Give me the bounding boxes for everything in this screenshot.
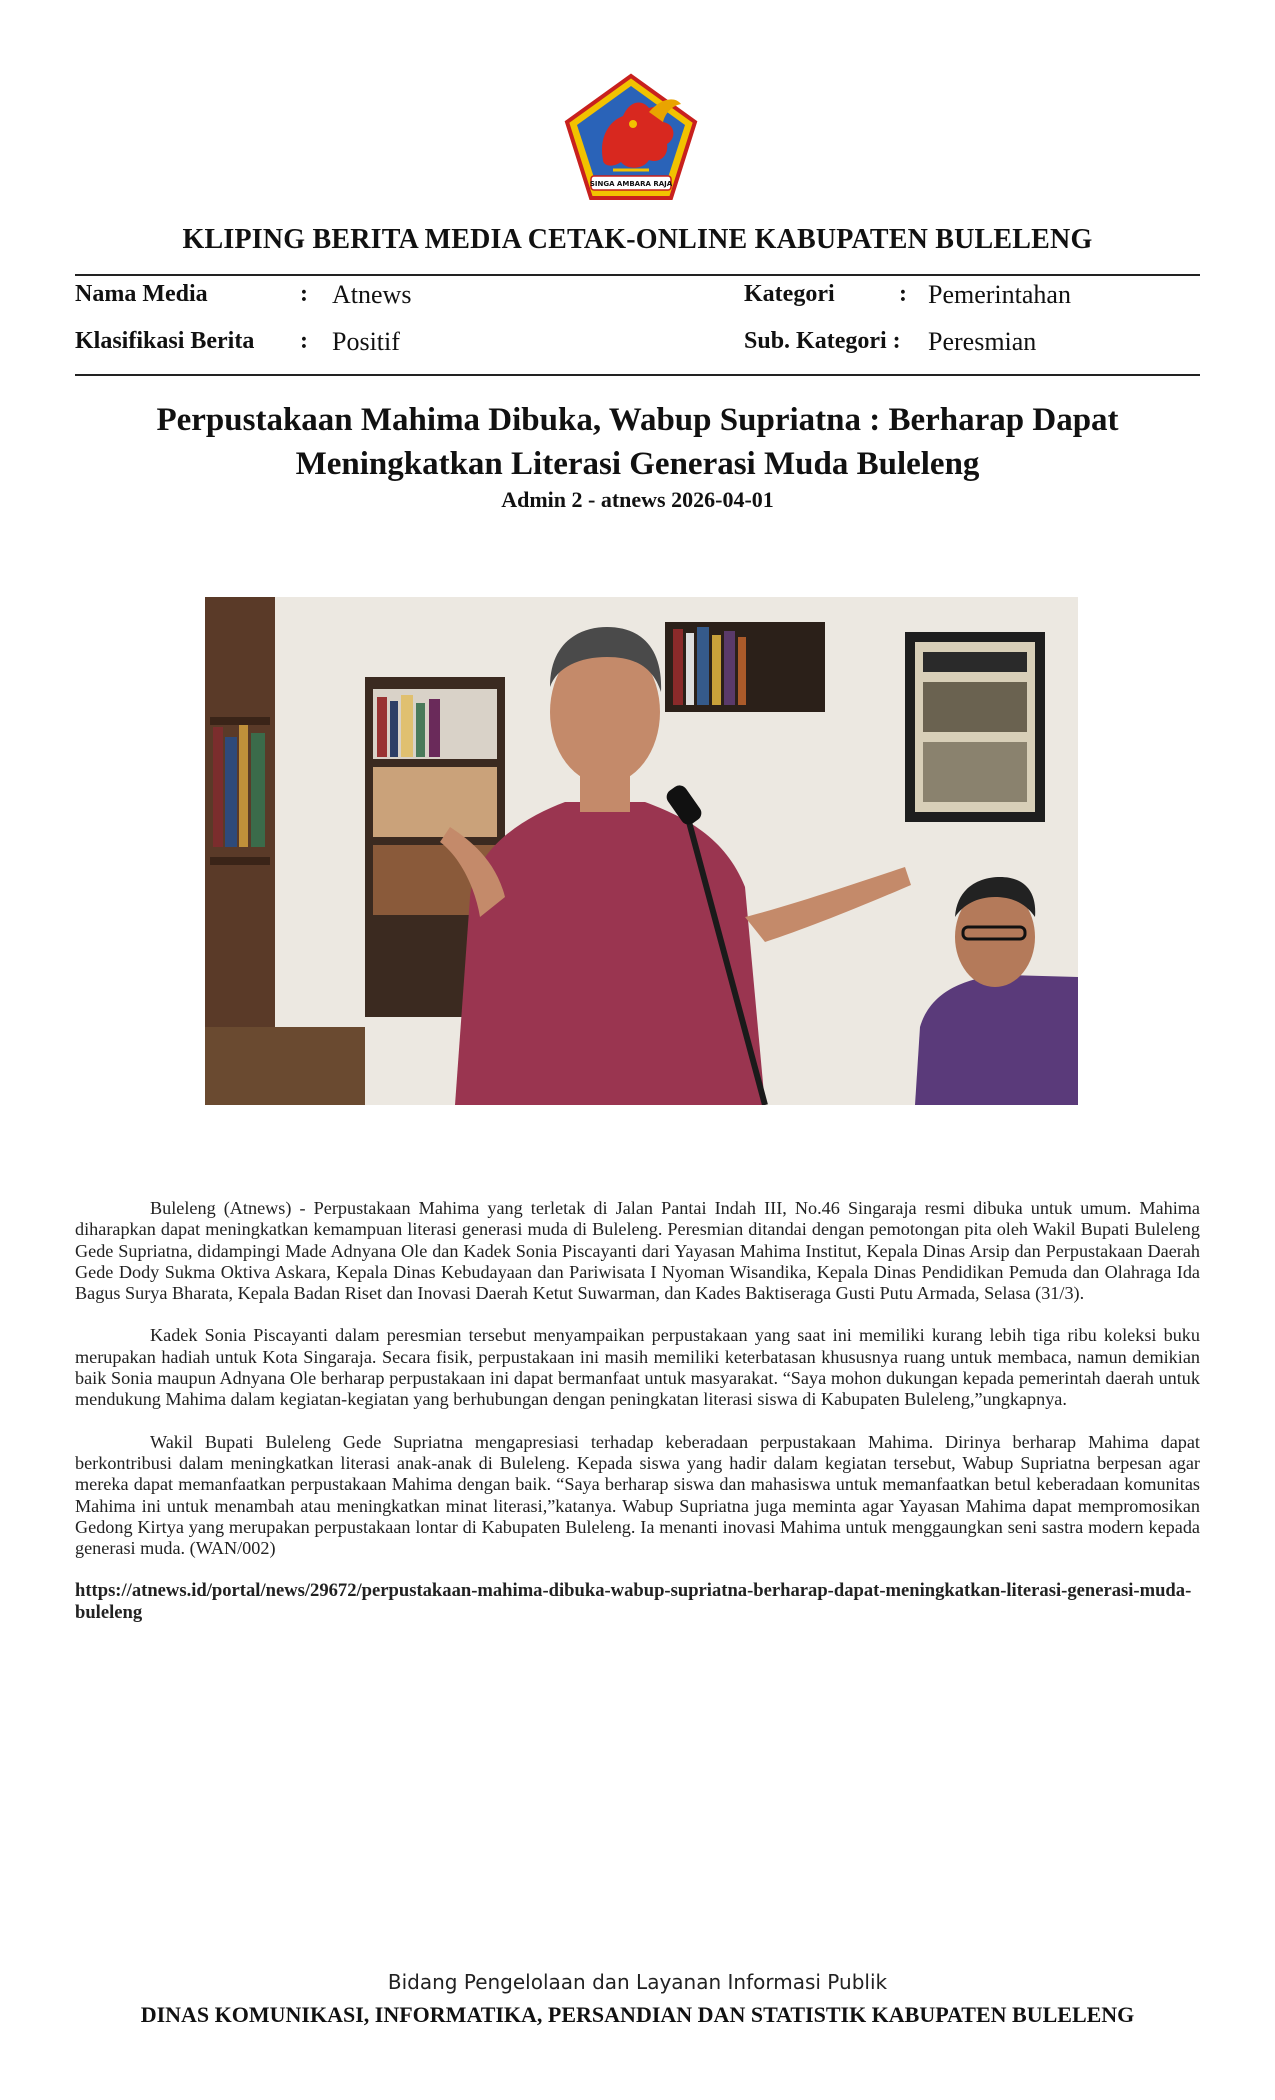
klasifikasi-label: Klasifikasi Berita [75,328,255,354]
man-speaking-at-microphone-icon [205,597,1078,1105]
kategori-value: Pemerintahan [928,280,1071,309]
singa-ambara-raja-emblem-icon [563,72,699,202]
klasifikasi-value: Positif [332,327,400,356]
article-photo [205,597,1078,1105]
footer-department: Bidang Pengelolaan dan Layanan Informasi Publik [387,1970,888,1994]
nama-media-colon: : [300,281,308,307]
klasifikasi-colon: : [300,328,308,354]
page-title: KLIPING BERITA MEDIA CETAK-ONLINE KABUPATEN BULELENG [182,224,1093,255]
article-paragraph: Kadek Sonia Piscayanti dalam peresmian tersebut menyampaikan perpustakaan yang saat ini memiliki kurang lebih tiga ribu koleksi buku merupakan hadiah untuk Kota Singaraja. Secara fisik, perpustakaan ini masih memiliki keterbatasan khususnya ruang untuk membaca, namun demikian baik Sonia maupun Adnyana Ole berharap perpustakaan ini dapat bermanfaat untuk masyarakat. “Saya mohon dukungan kepada pemerintah daerah untuk mendukung Mahima dalam kegiatan-kegiatan yang berhubungan dengan peningkatan literasi siswa di Kabupaten Buleleng,”ungkapnya. [75,1325,1200,1410]
article-paragraph: Wakil Bupati Buleleng Gede Supriatna mengapresiasi terhadap keberadaan perpustakaan Mahima. Dirinya berharap Mahima dapat berkontribusi dalam meningkatkan literasi anak-anak di Buleleng. Kepada siswa yang hadir dalam kegiatan tersebut, Wabup Supriatna berpesan agar mereka dapat memanfaatkan perpustakaan Mahima dengan baik. “Saya berharap siswa dan mahasiswa untuk memanfaatkan betul keberadaan komunitas Mahima ini untuk menambah atau meningkatkan minat literasi,”katanya. Wabup Supriatna juga meminta agar Yayasan Mahima dapat mempromosikan Gedong Kirtya yang merupakan perpustakaan lontar di Kabupaten Buleleng. Ia menanti inovasi Mahima untuk menggaungkan seni sastra modern kepada generasi muda. (WAN/002) [75,1431,1200,1559]
source-url-link[interactable]: https://atnews.id/portal/news/29672/perpustakaan-mahima-dibuka-wabup-supriatna-berharap-dapat-meningkatkan-literasi-generasi-muda-buleleng [75,1580,1192,1623]
regency-logo [563,72,699,202]
logo-motto: SINGA AMBARA RAJA [589,180,673,188]
nama-media-value: Atnews [332,280,412,309]
article-body [75,1198,1200,1644]
meta-row-klasifikasi [75,328,1200,368]
subkategori-label: Sub. Kategori : [744,328,901,354]
header-top-divider [75,274,1200,276]
nama-media-label: Nama Media [75,281,208,307]
meta-row-media [75,281,1200,321]
kategori-label: Kategori [744,281,835,307]
article-byline: Admin 2 - atnews 2026-04-01 [501,487,774,512]
article-title: Perpustakaan Mahima Dibuka, Wabup Supriatna : Berharap Dapat Meningkatkan Literasi Generasi Muda Buleleng [156,402,1119,482]
subkategori-value: Peresmian [928,327,1037,356]
article-paragraph: Buleleng (Atnews) - Perpustakaan Mahima yang terletak di Jalan Pantai Indah III, No.46 Singaraja resmi dibuka untuk umum. Mahima diharapkan dapat meningkatkan kemampuan literasi generasi muda di Buleleng. Peresmian ditandai dengan pemotongan pita oleh Wakil Bupati Buleleng Gede Supriatna, didampingi Made Adnyana Ole dan Kadek Sonia Piscayanti dari Yayasan Mahima Institut, Kepala Dinas Arsip dan Perpustakaan Daerah Gede Dody Sukma Oktiva Askara, Kepala Dinas Kebudayaan dan Pariwisata I Nyoman Wisandika, Kepala Dinas Pendidikan Pemuda dan Olahraga Ida Bagus Surya Bharata, Kepala Badan Riset dan Inovasi Daerah Ketut Suwarman, dan Kades Baktiseraga Gusti Putu Armada, Selasa (31/3). [75,1198,1200,1304]
kategori-colon: : [899,281,907,307]
footer-agency: DINAS KOMUNIKASI, INFORMATIKA, PERSANDIAN DAN STATISTIK KABUPATEN BULELENG [140,2002,1135,2027]
header-bottom-divider [75,374,1200,376]
